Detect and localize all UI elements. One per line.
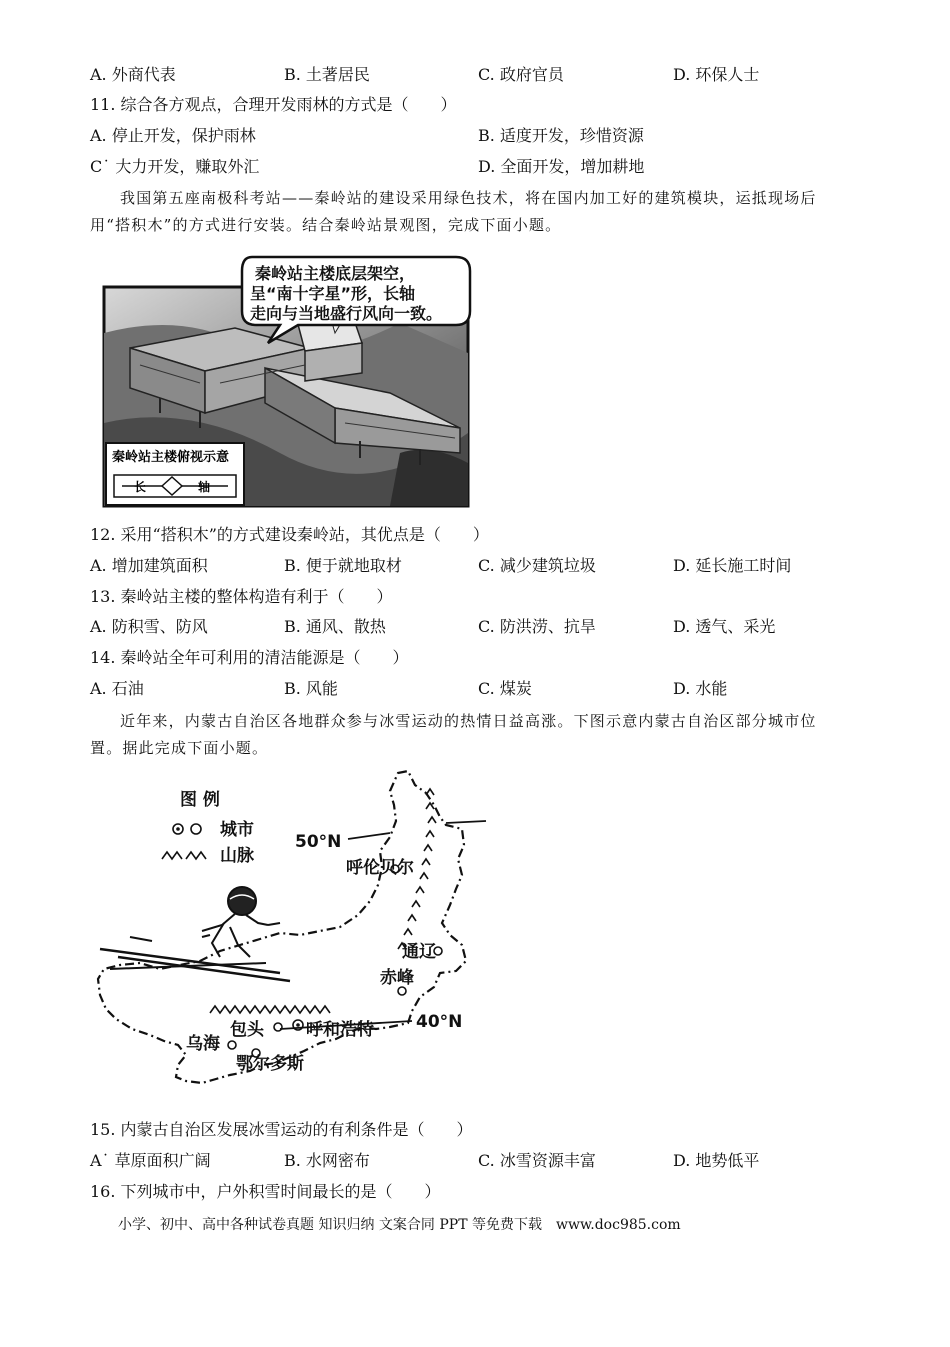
q15-option-a: A˙ 草原面积广阔 bbox=[90, 1151, 211, 1170]
lat-40n-label: 40°N bbox=[416, 1012, 463, 1032]
q11-option-a: A. 停止开发，保护雨林 bbox=[90, 126, 256, 145]
q14-stem: 14. 秦岭站全年可利用的清洁能源是（ ） bbox=[90, 648, 409, 667]
q13-option-d: D. 透气、采光 bbox=[673, 617, 776, 636]
page-footer: 小学、初中、高中各种试卷真题 知识归纳 文案合同 PPT 等免费下载 www.doc985.com bbox=[118, 1217, 681, 1233]
bubble-line-2: 呈“南十字星”形，长轴 bbox=[250, 284, 416, 303]
skier-illustration bbox=[100, 887, 290, 981]
q14-option-b: B. 风能 bbox=[284, 679, 338, 698]
city-label-wuhai: 乌海 bbox=[186, 1034, 220, 1054]
q12-stem: 12. 采用“搭积木”的方式建设秦岭站，其优点是（ ） bbox=[90, 525, 489, 544]
legend-city-icon bbox=[191, 824, 201, 834]
q10-option-c: C. 政府官员 bbox=[478, 65, 564, 84]
lat-50n-label: 50°N bbox=[295, 832, 342, 852]
q10-option-d: D. 环保人士 bbox=[673, 65, 760, 84]
city-marker-baotou bbox=[274, 1023, 282, 1031]
bubble-line-1: 秦岭站主楼底层架空， bbox=[255, 264, 416, 283]
q10-option-a: A. 外商代表 bbox=[90, 65, 176, 84]
q12-option-a: A. 增加建筑面积 bbox=[90, 556, 208, 575]
legend-mountain-icon bbox=[162, 852, 206, 859]
q14-option-a: A. 石油 bbox=[90, 679, 144, 698]
city-label-ordos: 鄂尔多斯 bbox=[236, 1054, 304, 1074]
bubble-line-3: 走向与当地盛行风向一致。 bbox=[250, 304, 443, 323]
legend-city-label: 城市 bbox=[220, 820, 254, 840]
passage2-line2: 置。据此完成下面小题。 bbox=[90, 739, 269, 757]
axis-left-label: 长 bbox=[134, 480, 147, 494]
passage1-line1: 我国第五座南极科考站——秦岭站的建设采用绿色技术，将在国内加工好的建筑模块，运抵现场后 bbox=[120, 189, 817, 207]
qinling-station-illustration bbox=[100, 253, 472, 510]
city-label-chifeng: 赤峰 bbox=[380, 968, 414, 988]
inner-mongolia-map bbox=[90, 765, 490, 1095]
q10-option-b: B. 土著居民 bbox=[284, 65, 370, 84]
q15-option-b: B. 水网密布 bbox=[284, 1151, 370, 1170]
q15-stem: 15. 内蒙古自治区发展冰雪运动的有利条件是（ ） bbox=[90, 1120, 473, 1139]
axis-right-label: 轴 bbox=[198, 480, 211, 494]
legend-title: 图 例 bbox=[180, 790, 220, 810]
passage1-line2: 用“搭积木”的方式进行安装。结合秦岭站景观图，完成下面小题。 bbox=[90, 216, 562, 234]
city-label-hohhot: 呼和浩特 bbox=[306, 1020, 374, 1040]
city-label-baotou: 包头 bbox=[230, 1020, 264, 1040]
q11-option-b: B. 适度开发，珍惜资源 bbox=[478, 126, 644, 145]
city-marker-wuhai bbox=[228, 1041, 236, 1049]
q12-option-d: D. 延长施工时间 bbox=[673, 556, 792, 575]
inset-caption: 秦岭站主楼俯视示意 bbox=[112, 450, 230, 465]
q15-option-d: D. 地势低平 bbox=[673, 1151, 760, 1170]
q13-option-c: C. 防洪涝、抗旱 bbox=[478, 617, 596, 636]
q14-option-c: C. 煤炭 bbox=[478, 679, 532, 698]
city-label-hulunbuir: 呼伦贝尔 bbox=[346, 858, 414, 878]
legend-mountain-label: 山脉 bbox=[220, 846, 254, 866]
city-label-tongliao: 通辽 bbox=[402, 942, 436, 962]
q12-option-c: C. 减少建筑垃圾 bbox=[478, 556, 596, 575]
q13-option-a: A. 防积雪、防风 bbox=[90, 617, 208, 636]
q11-stem: 11. 综合各方观点，合理开发雨林的方式是（ ） bbox=[90, 95, 457, 114]
q15-option-c: C. 冰雪资源丰富 bbox=[478, 1151, 596, 1170]
q16-stem: 16. 下列城市中，户外积雪时间最长的是（ ） bbox=[90, 1182, 441, 1201]
inner-mongolia-map-svg bbox=[90, 765, 490, 1095]
q13-stem: 13. 秦岭站主楼的整体构造有利于（ ） bbox=[90, 587, 393, 606]
passage2-line1: 近年来，内蒙古自治区各地群众参与冰雪运动的热情日益高涨。下图示意内蒙古自治区部分城市位 bbox=[120, 712, 817, 730]
q14-option-d: D. 水能 bbox=[673, 679, 728, 698]
q13-option-b: B. 通风、散热 bbox=[284, 617, 386, 636]
mountain-range-south bbox=[210, 1006, 330, 1013]
q11-option-d: D. 全面开发，增加耕地 bbox=[478, 157, 645, 176]
q12-option-b: B. 便于就地取材 bbox=[284, 556, 402, 575]
city-marker-chifeng bbox=[398, 987, 406, 995]
q11-option-c: C˙ 大力开发，赚取外汇 bbox=[90, 157, 260, 176]
qinling-station-figure bbox=[100, 253, 472, 510]
